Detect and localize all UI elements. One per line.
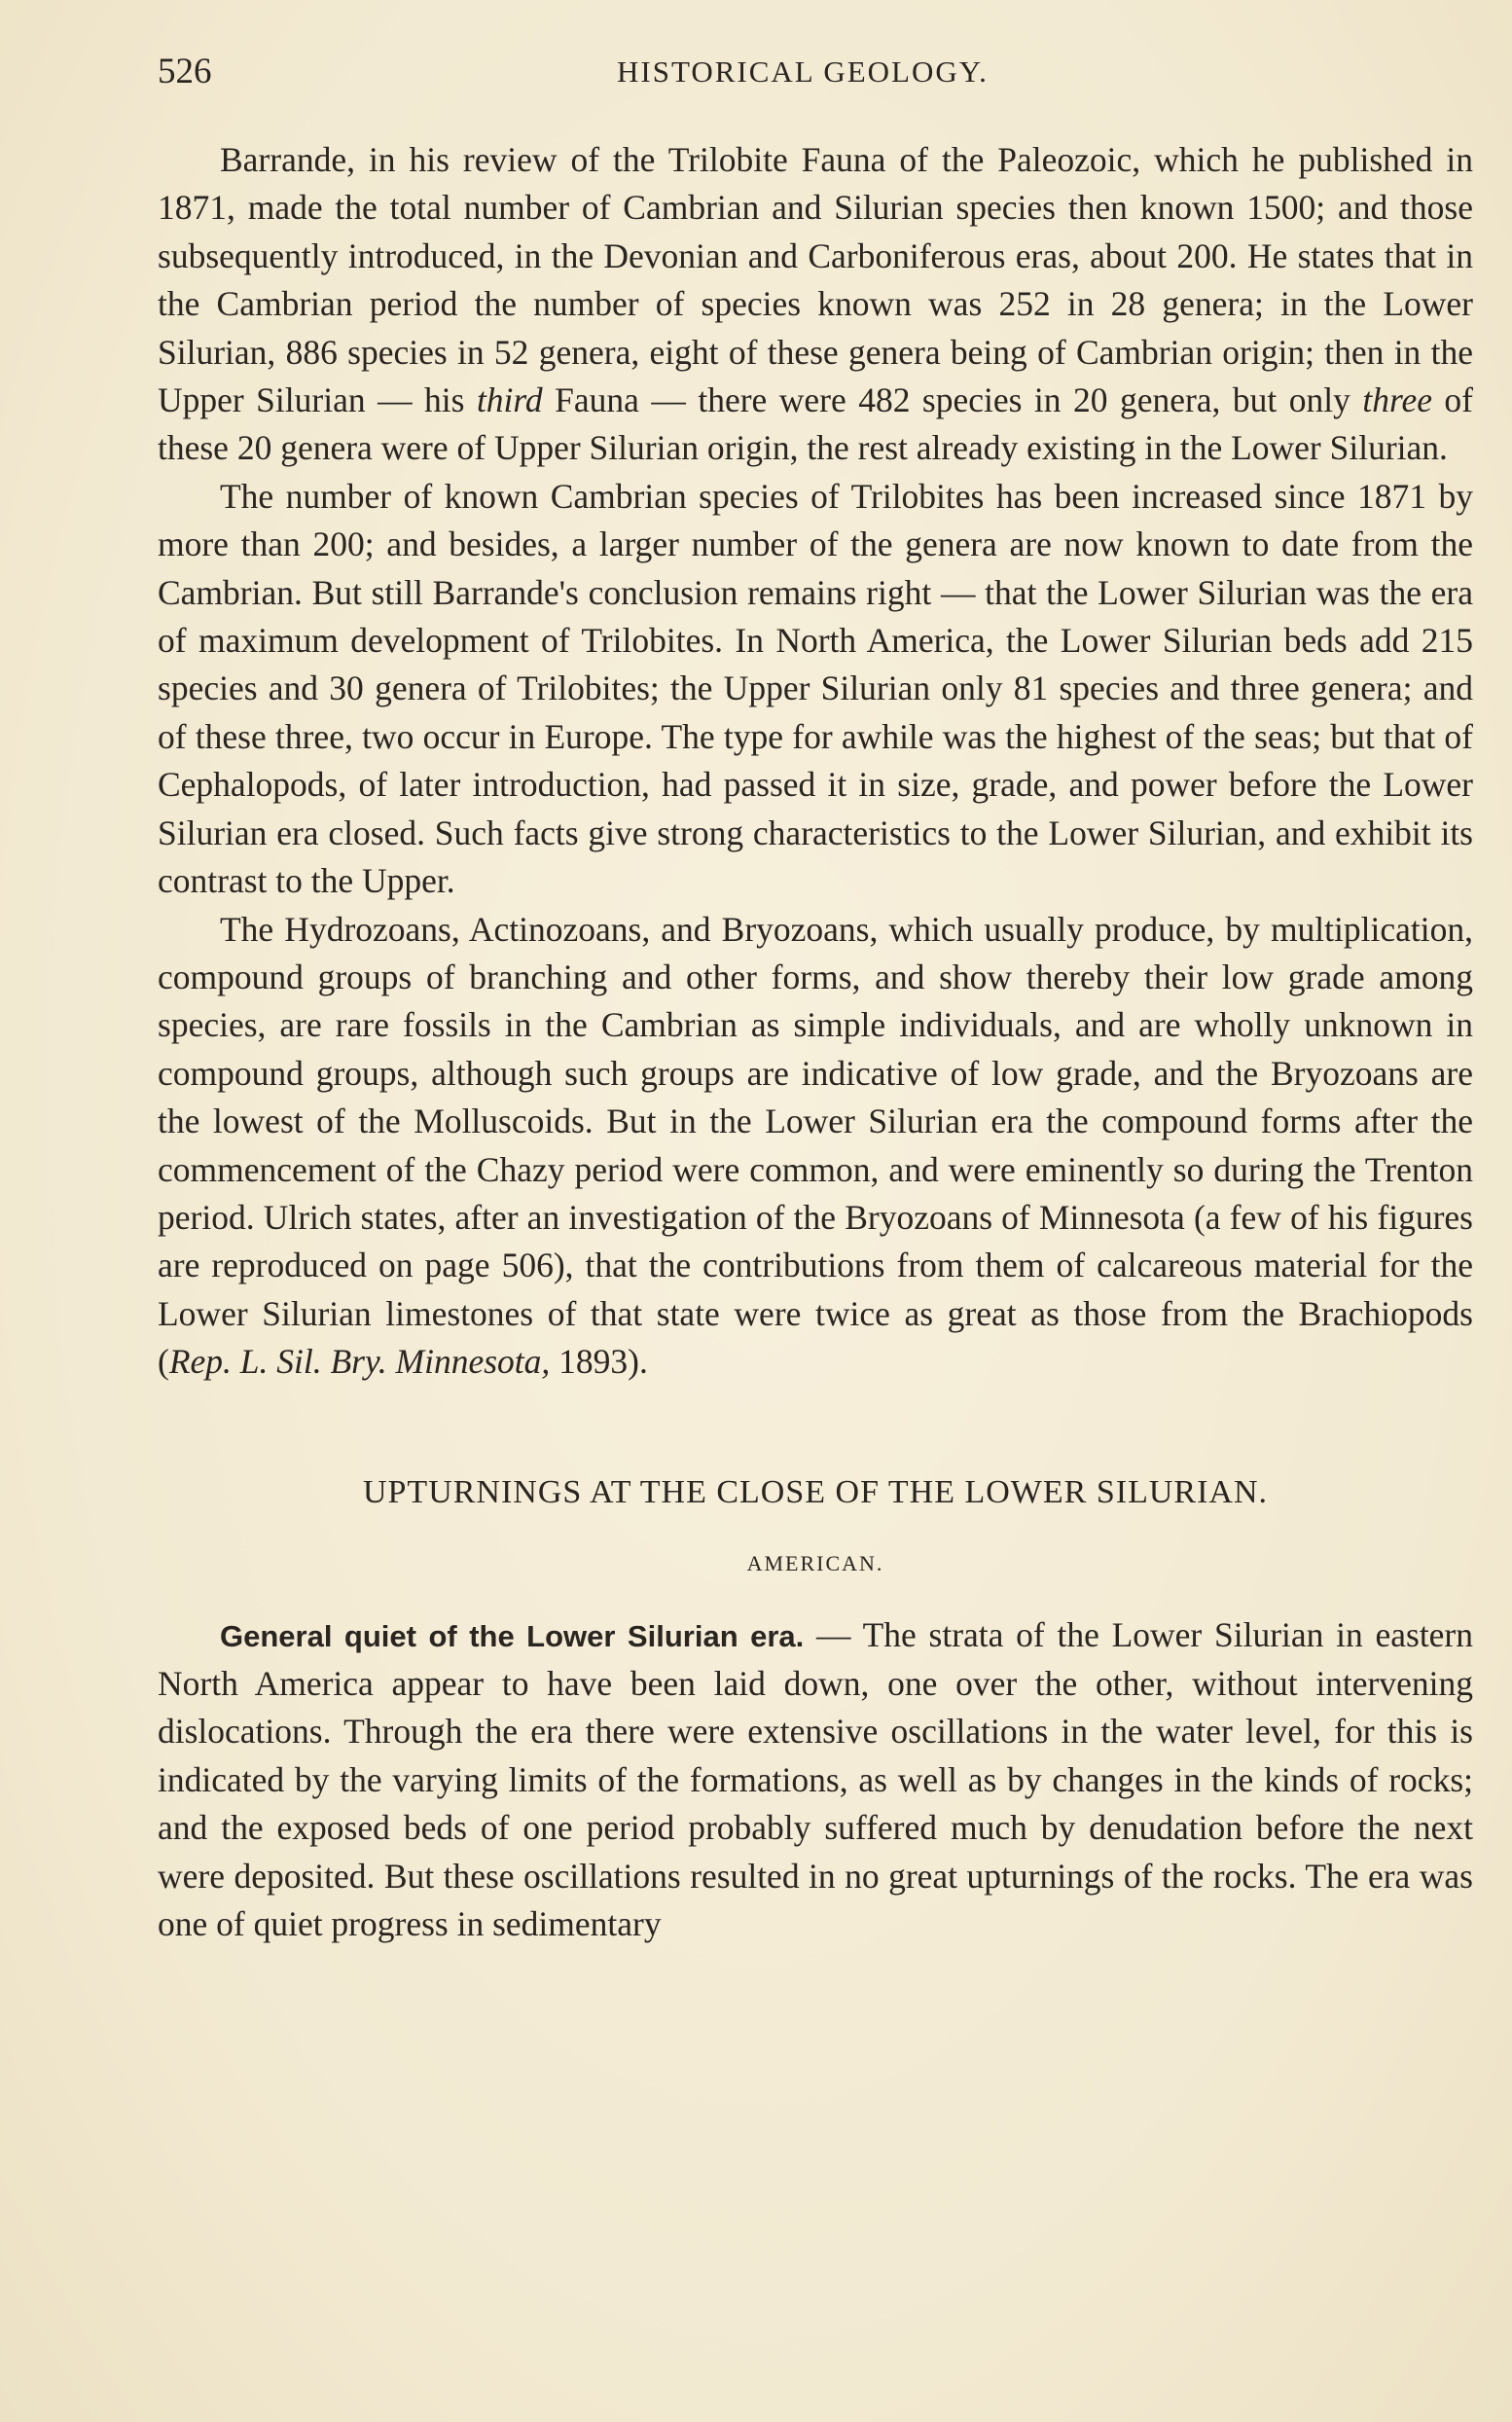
paragraph-lead: General quiet of the Lower Silurian era. bbox=[220, 1618, 805, 1653]
text-segment: Barrande, in his review of the Trilobite Fauna of the Paleozoic, which he published in 1871, made the total number of Cambrian and Silurian species then known 1500; and those subsequently introduced, in the Devonian and Carboniferous eras, about 200. He states that in the Cambrian period the number of species known was 252 in 28 genera; in the Lower Silurian, 886 species in 52 genera, eight of these genera being of Cambrian origin; then in the Upper Silurian — his bbox=[158, 140, 1473, 420]
text-segment: Fauna — there were 482 species in 20 genera, but only bbox=[542, 380, 1363, 420]
paragraph-general-quiet bbox=[158, 1611, 1473, 1949]
paragraph-cambrian-species bbox=[158, 473, 1473, 906]
text-segment: of these 20 genera were of Upper Silurian origin, the rest already existing in the Lower Silurian. bbox=[158, 380, 1473, 468]
running-title: HISTORICAL GEOLOGY. bbox=[617, 54, 989, 89]
text-segment: — The strata of the Lower Silurian in eastern North America appear to have been laid down, one over the other, without intervening dislocations. Through the era there were extensive oscillations in the water level, for this is indicated by the varying limits of the formations, as well as by changes in the kinds of rocks; and the exposed beds of one period probably suffered much by denudation before the next were deposited. But these oscillations resulted in no great upturnings of the rocks. The era was one of quiet progress in sedimentary bbox=[158, 1614, 1474, 1943]
section-heading: UPTURNINGS AT THE CLOSE OF THE LOWER SILURIAN. bbox=[362, 1473, 1269, 1510]
paragraph-hydrozoans bbox=[158, 906, 1473, 1387]
italic-segment: three bbox=[1362, 380, 1432, 420]
section-subheading: AMERICAN. bbox=[746, 1550, 884, 1575]
italic-segment: Rep. L. Sil. Bry. Minnesota, bbox=[168, 1342, 551, 1382]
page-number: 526 bbox=[158, 52, 212, 91]
text-segment: The Hydrozoans, Actinozoans, and Bryozoans, which usually produce, by multiplication, compound groups of branching and other forms, and show thereby their low grade among species, are rare fossils in the Cambrian as simple individuals, and are wholly unknown in compound groups, although such groups are indicative of low grade, and the Bryozoans are the lowest of the Molluscoids. But in the Lower Silurian era the compound forms after the commencement of the Chazy period were common, and were eminently so during the Trenton period. Ulrich states, after an investigation of the Bryozoans of Minnesota (a few of his figures are reproduced on page 506), that the contributions from them of calcareous material for the Lower Silurian limestones of that state were twice as great as those from the Brachiopods ( bbox=[158, 909, 1473, 1382]
italic-segment: third bbox=[476, 380, 543, 420]
text-segment: The number of known Cambrian species of Trilobites has been increased since 1871 by more than 200; and besides, a larger number of the genera are now known to date from the Cambrian. But still Barrande's conclusion remains right — that the Lower Silurian was the era of maximum development of Trilobites. In North America, the Lower Silurian beds add 215 species and 30 genera of Trilobites; the Upper Silurian only 81 species and three genera; and of these three, two occur in Europe. The type for awhile was the highest of the seas; but that of Cephalopods, of later introduction, had passed it in size, grade, and power before the Lower Silurian era closed. Such facts give strong characteristics to the Lower Silurian, and exhibit its contrast to the Upper. bbox=[158, 476, 1473, 901]
paragraph-trilobite-counts bbox=[158, 136, 1473, 473]
body-text bbox=[158, 136, 1473, 1948]
text-segment: 1893). bbox=[550, 1342, 648, 1382]
page-header bbox=[158, 51, 1471, 99]
